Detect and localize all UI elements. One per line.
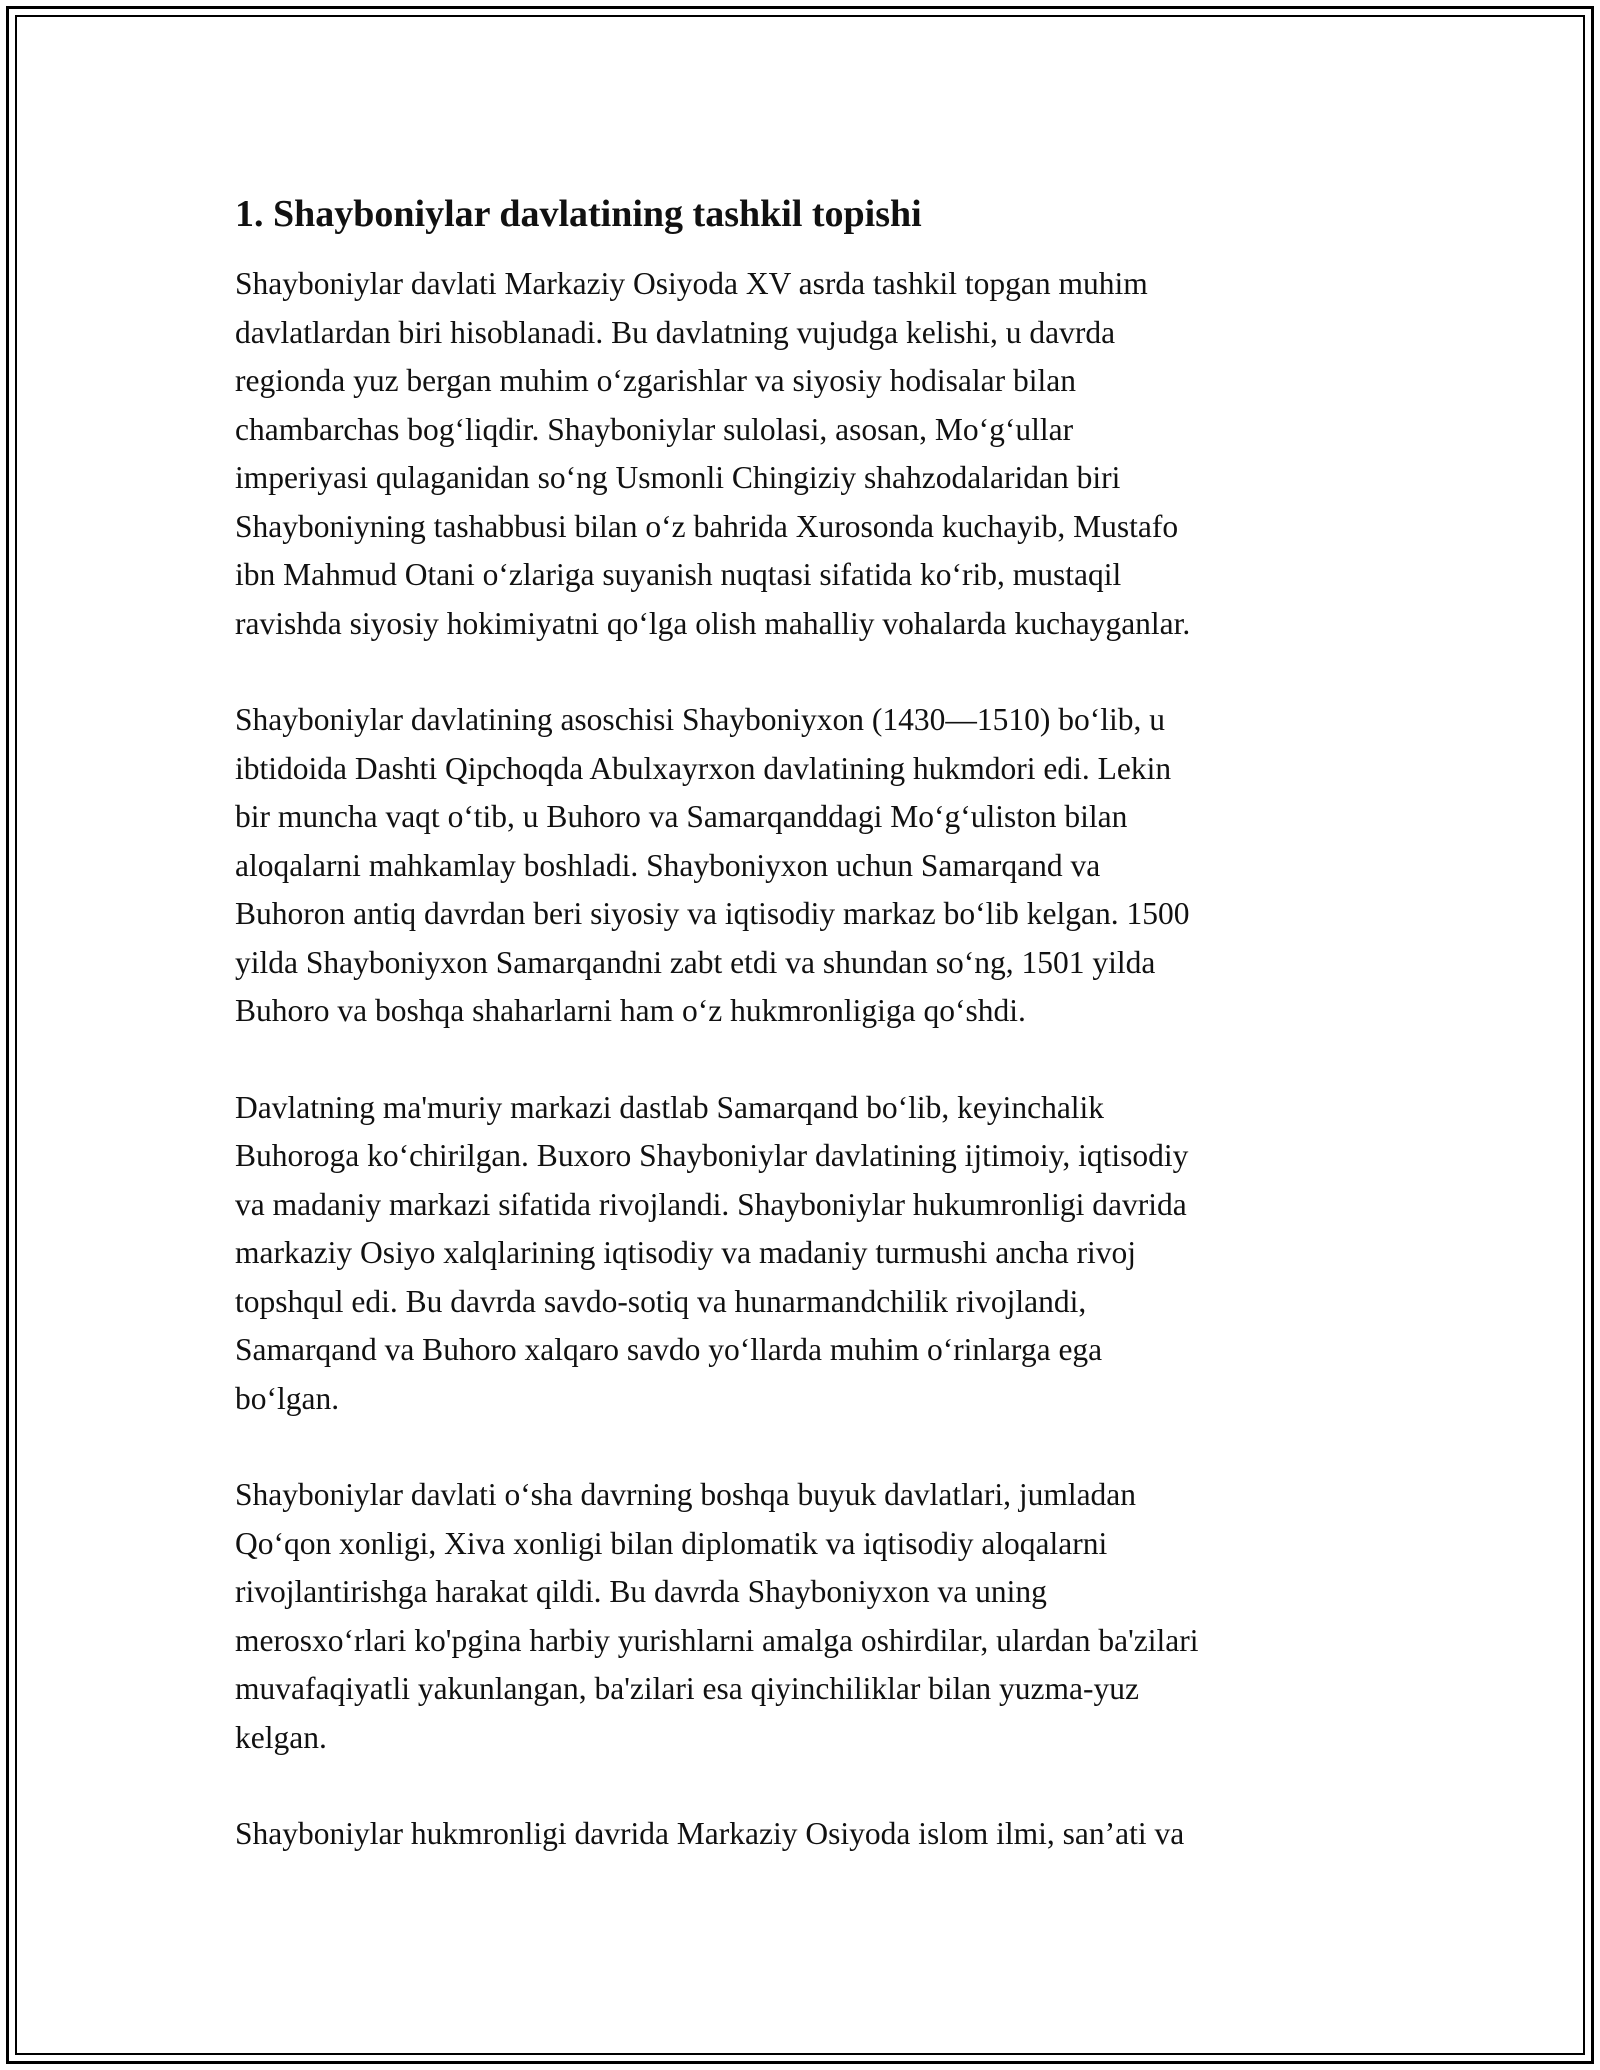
text-line: davlatlardan biri hisoblanadi. Bu davlatning vujudga kelishi, u davrda <box>235 314 1116 350</box>
text-line: muvafaqiyatli yakunlangan, ba'zilari esa qiyinchiliklar bilan yuzma-yuz <box>235 1671 1139 1706</box>
text-line: markaziy Osiyo xalqlarining iqtisodiy va madaniy turmushi ancha rivoj <box>235 1235 1137 1270</box>
paragraph <box>235 1810 1380 1859</box>
document-body <box>235 188 1380 1907</box>
text-line: Shayboniylar davlatining asoschisi Shayboniyxon (1430—1510) bo‘lib, u <box>235 702 1166 737</box>
text-line: aloqalarni mahkamlay boshladi. Shayboniyxon uchun Samarqand va <box>235 847 1101 883</box>
paragraph <box>235 1084 1380 1424</box>
text-line: Buhoron antiq davrdan beri siyosiy va iqtisodiy markaz bo‘lib kelgan. 1500 <box>235 896 1190 931</box>
paragraph <box>235 1471 1380 1762</box>
text-line: Buhoroga ko‘chirilgan. Buxoro Shayboniylar davlatining ijtimoiy, iqtisodiy <box>235 1138 1189 1173</box>
text-line: bir muncha vaqt o‘tib, u Buhoro va Samarqanddagi Mo‘g‘uliston bilan <box>235 799 1128 834</box>
text-line: Qo‘qon xonligi, Xiva xonligi bilan diplomatik va iqtisodiy aloqalarni <box>235 1525 1108 1561</box>
text-line: bo‘lgan. <box>235 1380 340 1416</box>
text-line: regionda yuz bergan muhim o‘zgarishlar va siyosiy hodisalar bilan <box>235 363 1076 398</box>
paragraph <box>235 260 1380 648</box>
text-line: ravishda siyosiy hokimiyatni qo‘lga olish mahalliy vohalarda kuchayganlar. <box>235 605 1191 641</box>
text-line: Samarqand va Buhoro xalqaro savdo yo‘llarda muhim o‘rinlarga ega <box>235 1332 1103 1367</box>
text-line: Shayboniylar hukmronligi davrida Markaziy Osiyoda islom ilmi, san’ati va <box>235 1816 1185 1851</box>
text-line: ibtidoida Dashti Qipchoqda Abulxayrxon davlatining hukmdori edi. Lekin <box>235 750 1172 786</box>
text-line: va madaniy markazi sifatida rivojlandi. Shayboniylar hukumronligi davrida <box>235 1186 1187 1222</box>
text-line: merosxo‘rlari ko'pgina harbiy yurishlarni amalga oshirdilar, ulardan ba'zilari <box>235 1622 1199 1658</box>
text-line: imperiyasi qulaganidan so‘ng Usmonli Chingiziy shahzodalaridan biri <box>235 460 1121 495</box>
text-line: ibn Mahmud Otani o‘zlariga suyanish nuqtasi sifatida ko‘rib, mustaqil <box>235 557 1122 592</box>
text-line: Shayboniyning tashabbusi bilan o‘z bahrida Xurosonda kuchayib, Mustafo <box>235 508 1179 544</box>
text-line: Buhoro va boshqa shaharlarni ham o‘z hukmronligiga qo‘shdi. <box>235 993 1026 1028</box>
text-line: Shayboniylar davlati o‘sha davrning boshqa buyuk davlatlari, jumladan <box>235 1477 1137 1512</box>
text-line: kelgan. <box>235 1719 327 1755</box>
paragraph <box>235 696 1380 1036</box>
text-line: topshqul edi. Bu davrda savdo-sotiq va hunarmandchilik rivojlandi, <box>235 1283 1087 1319</box>
text-line: Shayboniylar davlati Markaziy Osiyoda XV asrda tashkil topgan muhim <box>235 266 1148 301</box>
text-line: Davlatning ma'muriy markazi dastlab Samarqand bo‘lib, keyinchalik <box>235 1089 1105 1125</box>
text-line: yilda Shayboniyxon Samarqandni zabt etdi va shundan so‘ng, 1501 yilda <box>235 944 1156 980</box>
text-line: rivojlantirishga harakat qildi. Bu davrda Shayboniyxon va uning <box>235 1574 1047 1609</box>
text-line: chambarchas bog‘liqdir. Shayboniylar sulolasi, asosan, Mo‘g‘ullar <box>235 411 1074 447</box>
section-title: 1. Shayboniylar davlatining tashkil topishi <box>235 193 922 235</box>
